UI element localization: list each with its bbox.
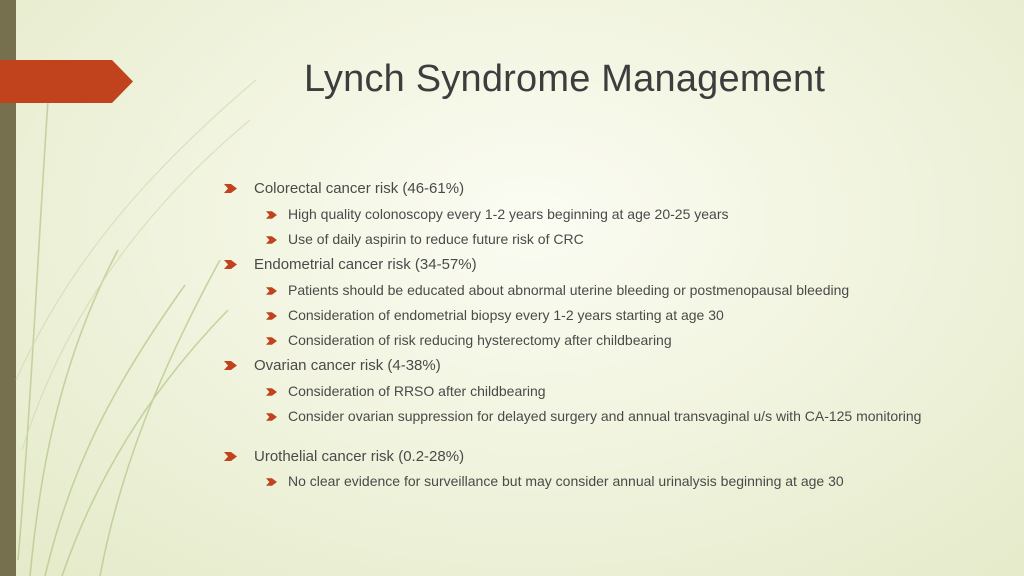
bullet-text: Consideration of risk reducing hysterectomy after childbearing [288,332,672,348]
bullet-text: Consideration of endometrial biopsy every 1-2 years starting at age 30 [288,307,724,323]
bullet-text: High quality colonoscopy every 1-2 years beginning at age 20-25 years [288,206,729,222]
bullet-text: Patients should be educated about abnormal uterine bleeding or postmenopausal bleeding [288,282,850,298]
list-item [224,180,464,198]
bullet-text: Endometrial cancer risk (34-57%) [254,256,477,273]
bullet-text: No clear evidence for surveillance but may consider annual urinalysis beginning at age 30 [288,473,844,489]
title-accent-flag [0,60,133,103]
list-item [266,333,956,348]
arrow-bullet-icon [266,478,277,486]
list-item [224,256,477,274]
arrow-bullet-icon [266,312,277,320]
arrow-bullet-icon [224,260,237,269]
bullet-text: Urothelial cancer risk (0.2-28%) [254,448,465,465]
bullet-text: Consideration of RRSO after childbearing [288,383,546,399]
list-item [266,308,956,323]
arrow-bullet-icon [224,184,237,193]
arrow-bullet-icon [266,236,277,244]
arrow-bullet-icon [266,388,277,396]
bullet-text: Consider ovarian suppression for delayed surgery and annual transvaginal u/s with CA-125 monitoring [288,408,922,424]
slide-title: Lynch Syndrome Management [304,58,826,100]
list-item [266,283,956,298]
bullet-text: Use of daily aspirin to reduce future risk of CRC [288,231,584,247]
arrow-bullet-icon [224,452,237,461]
list-item [266,409,956,424]
arrow-bullet-icon [266,337,277,345]
list-item [224,448,464,466]
bullet-text: Ovarian cancer risk (4-38%) [254,357,441,374]
bullet-text: Colorectal cancer risk (46-61%) [254,180,465,197]
arrow-bullet-icon [266,287,277,295]
list-item [266,207,956,222]
arrow-bullet-icon [266,413,277,421]
list-item [266,232,956,247]
list-item [224,357,441,375]
list-item [266,474,956,489]
list-item [266,384,956,399]
arrow-bullet-icon [224,361,237,370]
arrow-bullet-icon [266,211,277,219]
